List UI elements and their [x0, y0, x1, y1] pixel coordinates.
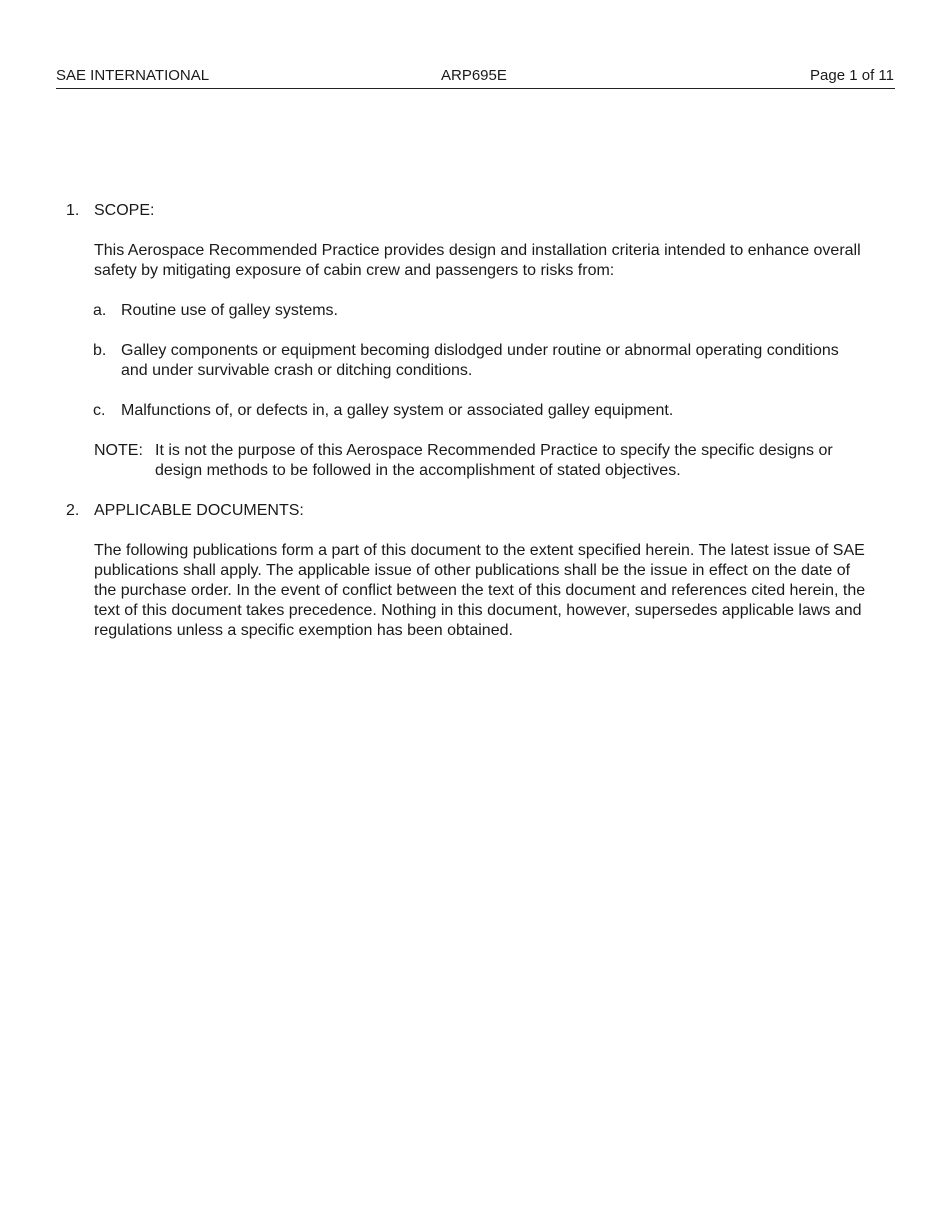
note-label: NOTE: — [94, 442, 143, 459]
list-item — [93, 301, 866, 321]
list-item — [93, 341, 866, 381]
list-item-letter: c. — [93, 402, 106, 419]
header-organization: SAE INTERNATIONAL — [56, 67, 210, 84]
list-item-text: Galley components or equipment becoming dislodged under routine or abnormal operating conditions and under survivable crash or ditching conditions. — [121, 342, 839, 379]
list-item-text: Malfunctions of, or defects in, a galley system or associated galley equipment. — [121, 402, 674, 419]
page-header — [56, 66, 895, 89]
section-title: SCOPE: — [94, 202, 155, 219]
list-item-letter: a. — [93, 302, 107, 319]
section-heading-scope — [66, 201, 866, 221]
note-text: It is not the purpose of this Aerospace Recommended Practice to specify the specific designs or design methods to be followed in the accomplishment of stated objectives. — [155, 442, 833, 479]
section-number: 1. — [66, 202, 80, 219]
header-document-id: ARP695E — [441, 67, 507, 84]
section-heading-applicable-documents — [66, 501, 866, 521]
list-item-letter: b. — [93, 342, 107, 359]
header-page-number: Page 1 of 11 — [810, 67, 894, 84]
section-title: APPLICABLE DOCUMENTS: — [94, 502, 304, 519]
scope-note — [94, 441, 866, 481]
list-item — [93, 401, 866, 421]
applicable-documents-paragraph: The following publications form a part of this document to the extent specified herein. The latest issue of SAE publications shall apply. The applicable issue of other publications shall be the issue in effect on the date of the purchase order. In the event of conflict between the text of this document and references cited herein, the text of this document takes precedence. Nothing in this document, however, supersedes applicable laws and regulations unless a specific exemption has been obtained. — [94, 542, 866, 639]
scope-intro-paragraph: This Aerospace Recommended Practice provides design and installation criteria intended to enhance overall safety by mitigating exposure of cabin crew and passengers to risks from: — [94, 242, 861, 279]
section-number: 2. — [66, 502, 80, 519]
document-body — [66, 201, 866, 641]
list-item-text: Routine use of galley systems. — [121, 302, 338, 319]
